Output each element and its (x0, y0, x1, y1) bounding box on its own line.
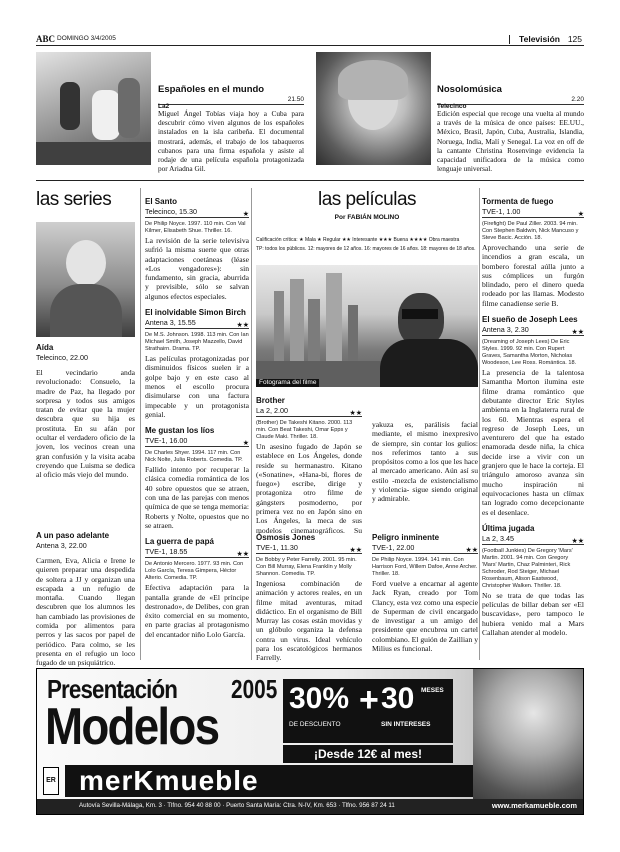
film-ultima-jugada (482, 524, 584, 637)
feature-spain-world (158, 84, 304, 173)
feature-body: Miguel Ángel Tobías viaja hoy a Cuba para descubrir cómo viven algunos de los españoles instalados en la isla caribeña. El documental mostrará, además, el trabajo de los tabaqueros cubanos para una firma española y asiste al rodaje de una película española protagonizada por Ariadna Gil. (158, 109, 304, 174)
ad-offer-box (283, 679, 453, 743)
ad-discount-label: DE DESCUENTO (289, 721, 341, 728)
ad-price-banner: ¡Desde 12€ al mes! (283, 745, 453, 763)
ad-discount-value: 30% (289, 682, 350, 715)
film-osmosis-jones (256, 533, 362, 663)
cert-badge-text: ER (46, 777, 56, 784)
ad-photo-couple (473, 669, 583, 815)
film-rating: ★★ (571, 537, 584, 545)
feature-time: 2.20 (571, 96, 584, 103)
feature-channel: La2 (158, 103, 170, 110)
header-date: DOMINGO 3/4/2005 (57, 35, 116, 42)
film-peligro-inminente (372, 533, 478, 653)
ad-year: 2005 (231, 674, 278, 704)
film-channel: TVE-1, 16.00 (145, 436, 249, 447)
ad-url-link[interactable]: www.merkamueble.com (491, 801, 577, 810)
films-author: Por FABIÁN MOLINO (334, 214, 400, 221)
film-title: Me gustan los líos (145, 426, 215, 436)
film-title: Ósmosis Jones (256, 533, 316, 542)
film-channel: TVE-1, 11.30 (256, 543, 362, 554)
films-heading: las películas (317, 189, 417, 210)
films-column-2 (145, 197, 249, 639)
series-channel: Telecinco, 22.00 (36, 353, 88, 362)
film-channel: La 2, 3.45 (482, 534, 584, 545)
film-review: La presencia de la talentosa Samantha Morton ilumina este filme drama romántico que debutante director Eric Styles ambienta en la Inglaterra rural de los 60. Mientras espera el regreso de Joseph Lees, un aventurero del que ha estado enamorada desde niña, la chica decide irse a vivir con un granjero que le hace la corteja. El triángulo amoroso avanza sin mucho inspiración ni equivocaciones hasta un clímax tan logrado como decepcionante es el desenlace. (482, 368, 584, 517)
film-review: Fallido intento por recuperar la clásica comedia romántica de los 40 sobre opuestos que se atraen, con una de las parejas con menos química de que se tenga memoria: Roberts y Nolte, opuestos que no se atraen. (145, 465, 249, 530)
film-review: Un asesino fugado de Japón se establece en Los Ángeles, donde reside su hermanastro. Kitano («Sonatine», «Hana-bi, flores de fuego») escribe, dirige y protagoniza otro filme de gángsters posmoderno, por primera vez no en Japón sino en Los Ángeles, la meca de sus modelos cinematográficos. Su yakuza es, parálisis facial mediante, el mismo inexpresivo de siempre, sin contar los gulios: nos referimos tanto a sus propósitos como a los que les hace al mercado americano. Aún así su estilo -mezcla de existencialismo y violencia- sigue siendo original y admirable. (256, 420, 478, 535)
film-rating: ★★ (465, 547, 478, 554)
film-title: Última jugada (482, 523, 535, 533)
film-review: Efectiva adaptación para la pantalla grande de «El príncipe destronado», de Delibes, con gran éxito comercial en su momento, en parte gracias al protagonismo del encantador niño Lolo García. (145, 583, 249, 639)
ad-plus-sign: + (359, 681, 379, 719)
film-me-gustan-los-lios (145, 426, 249, 530)
film-review-columns (256, 420, 478, 537)
feature-photo-nosolomusica (316, 52, 431, 165)
film-rating: ★ (242, 211, 249, 218)
film-title: Peligro inminente (372, 533, 440, 542)
series-channel: Antena 3, 22.00 (36, 541, 87, 550)
section-name: Televisión (519, 34, 560, 44)
film-title: Brother (256, 396, 285, 405)
film-credits: De Bobby y Peter Farrelly. 2001. 95 min. Con Bill Murray, Elena Franklin y Molly Shannon. Comedia. TP. (256, 557, 357, 577)
film-rating: ★ (577, 211, 584, 218)
ad-months-value: 30 (381, 682, 415, 715)
film-rating: ★★ (236, 551, 249, 559)
film-sueno-joseph-lees (482, 315, 584, 517)
feature-time: 21.50 (287, 96, 304, 103)
film-review: La revisión de la serie televisiva sufrió la misma suerte que otras adaptaciones coetáneas (léase «Los vengadores»): sin fundamento, sin gracia, aburrida y previsible, sólo se salvan algunos efectos especiales. (145, 236, 249, 301)
series-heading: las series (36, 189, 112, 210)
film-review: Ingeniosa combinación de animación y actores reales, en un filme mitad aventuras, mitad didáctico. En el organismo de Bill Murray las cosas están movidas y un glóbulo organiza la defensa contra un virus. Ideal vehículo para los escatológicos hermanos Farrelly. (256, 579, 362, 663)
series-photo (36, 222, 135, 337)
films-center-header (256, 188, 478, 221)
page-number: 125 (567, 34, 582, 44)
advertisement-merkamueble[interactable] (36, 668, 584, 815)
ad-months-sub: SIN INTERESES (381, 721, 431, 728)
film-channel: Antena 3, 15.55 (145, 318, 249, 329)
feature-title: Nosolomúsica (437, 84, 502, 95)
rating-legend-text: Calificación crítica: ★ Mala ★ Regular ★★ Interesante ★★★ Buena ★★★★ Obra maestra (256, 237, 460, 243)
film-channel: TVE-1, 22.00 (372, 543, 478, 554)
film-channel: TVE-1, 18.55 (145, 547, 249, 558)
series-body: Carmen, Eva, Alicia e Irene le quieren preparar una despedida de soltera a JJ y organizan una escapada a un refugio de montaña. Cuando llegan descubren que los alumnos les han cambiado las provisiones de comida por alimentos para perros y las sacos por papel de periódico. Para colmo, se les presenta en el refugio un loco fugado de un psiquiátrico. (36, 556, 135, 668)
film-credits: De M.S. Johnson. 1998. 113 min. Con Ian Michael Smith, Joseph Mazzello, David Strathairn. Drama. TP. (145, 332, 249, 353)
column-rule (140, 188, 141, 660)
film-channel: Antena 3, 2.30 (482, 325, 584, 336)
column-rule (479, 188, 480, 660)
film-el-santo (145, 197, 249, 301)
feature-nosolomusica (437, 84, 584, 173)
masthead-brand: ABC (36, 34, 56, 44)
film-review: No se trata de que todas las películas de billar deban ser «El buscavidas», pero tampoco le hubiera venido mal a Mars Callahan atender al modelo. (482, 590, 584, 638)
ad-headline-presentacion: Presentación (47, 674, 178, 704)
film-channel: La 2, 2.00 (256, 406, 362, 417)
ad-months-label: MESES (421, 687, 444, 694)
film-rating: ★★ (349, 547, 362, 554)
section-rule (36, 180, 584, 181)
film-review: Aprovechando una serie de incendios a gran escala, un bombero forestal aúlla junto a sus cómplices un furgón blindado, pero el dinero queda rodeado por las llamas. Modesto filme canadiense serie B. (482, 243, 584, 308)
age-ratings-text: TP: todos los públicos. 12: mayores de 12 años. 16: mayores de 16 años. 18: mayores de 18 años. (256, 246, 476, 252)
film-title: Tormenta de fuego (482, 197, 554, 206)
film-title: La guerra de papá (145, 537, 214, 547)
film-credits: (Football Junkies) De Gregory 'Mars' Martin. 2001. 94 min. Con Gregory 'Mars' Martin, Chaz Palminteri, Rick Schroder, Rod Steiger, Michael Rosenbaum, Alison Eastwood, Christopher Walken. Thriller. 18. (482, 547, 573, 589)
series-body: El vecindario anda revolucionado: Consuelo, la madre de Paz, ha llegado por sorpresa y todos sus amigos tratan de evitar que la mujer descubra que su hija es prostituta. En su afán por ocultar el verdadero oficio de la joven, los vecinos crean una gran confusión y la visita acaba creyendo que Luisma se dedica al oficio más viejo del mundo. (36, 368, 135, 480)
film-credits: (Dreaming of Joseph Lees) De Eric Styles. 1999. 92 min. Con Rupert Graves, Samantha Morton, Nicholas Woodeson, Lee Ross. Romántica. 18. (482, 339, 577, 367)
header-divider (509, 35, 510, 44)
ad-brand-banner (65, 765, 473, 797)
ad-brand-logo: merKmueble (79, 765, 259, 796)
column-rule (251, 188, 252, 660)
film-credits: De Philip Noyce. 1994. 141 min. Con Harrison Ford, Willem Dafoe, Anne Archer. Thriller. 18. (372, 557, 478, 577)
feature-body: Edición especial que recoge una vuelta al mundo a través de la música de once países: EE.UU., México, Brasil, Japón, Cuba, Australia, Islandia, Noruega, India, Malí y Senegal. La voz en off de la cantante Christina Rosenvinge evidencia la capacidad unificadora de la música como lenguaje universal. (437, 109, 584, 174)
films-column-4 (482, 197, 584, 637)
film-guerra-de-papa (145, 537, 249, 639)
film-rating: ★★ (571, 329, 584, 337)
film-still-brother (256, 265, 478, 387)
ad-address: Autovía Sevilla-Málaga, Km. 3 · Tlfno. 954 40 88 00 · Puerto Santa María: Ctra. N-IV, Km. 653 · Tlfno. 956 87 24 11 (79, 802, 395, 809)
header-rule (36, 45, 584, 46)
film-title: El sueño de Joseph Lees (482, 315, 578, 325)
photo-caption: Fotograma del filme (256, 379, 319, 387)
film-rating: ★ (242, 440, 249, 448)
ad-headline-modelos: Modelos (45, 698, 219, 756)
feature-photo-spain-world (36, 52, 151, 165)
film-credits: (Brother) De Takeshi Kitano. 2000. 113 min. Con Beat Takeshi, Omar Epps y Claude Maki. Thriller. 18. (256, 420, 353, 440)
feature-title: Españoles en el mundo (158, 84, 265, 95)
film-title: El inolvidable Simon Birch (145, 308, 246, 318)
film-rating: ★★ (236, 322, 249, 330)
rating-legend (256, 237, 478, 253)
series-aida (36, 343, 135, 480)
film-credits: De Antonio Mercero. 1977. 93 min. Con Lolo García, Teresa Gimpera, Héctor Alterio. Comedia. TP. (145, 561, 244, 582)
film-tormenta-de-fuego (482, 197, 584, 308)
series-title: Aída (36, 343, 54, 352)
film-review: Las películas protagonizadas por disminuidos físicos suelen ir a golpe bajo y en este caso al menos el escollo procura disimularse con una factura impecable y un protagonista genial. (145, 354, 249, 419)
film-simon-birch (145, 308, 249, 419)
film-brother (256, 396, 478, 535)
film-channel: Telecinco, 15.30 (145, 207, 249, 218)
film-channel: TVE-1, 1.00 (482, 207, 584, 218)
ad-cert-badge (43, 767, 59, 795)
series-column (36, 188, 135, 212)
film-rating: ★★ (349, 410, 362, 417)
film-credits: (Firefight) De Paul Ziller. 2003. 94 min. Con Stephen Baldwin, Nick Mancuso y Steve Bacic. Acción. 18. (482, 221, 579, 241)
feature-channel: Telecinco (437, 103, 467, 110)
film-credits: De Philip Noyce. 1997. 110 min. Con Val Kilmer, Elisabeth Shue. Thriller. 16. (145, 221, 246, 234)
ad-address-bar (37, 799, 584, 814)
series-paso-adelante (36, 531, 135, 668)
film-title: El Santo (145, 197, 178, 206)
series-title: A un paso adelante (36, 531, 110, 540)
film-credits: De Charles Shyer. 1994. 117 min. Con Nick Nolte, Julia Roberts. Comedia. TP. (145, 450, 243, 464)
film-review: Ford vuelve a encarnar al agente Jack Ryan, creado por Tom Clancy, esta vez como una especie de Superman de civil encargado de investigar a un amigo del presidente que encubrea un cartel colombiano. El guión de Zaillian y Milius es funcional. (372, 579, 478, 654)
